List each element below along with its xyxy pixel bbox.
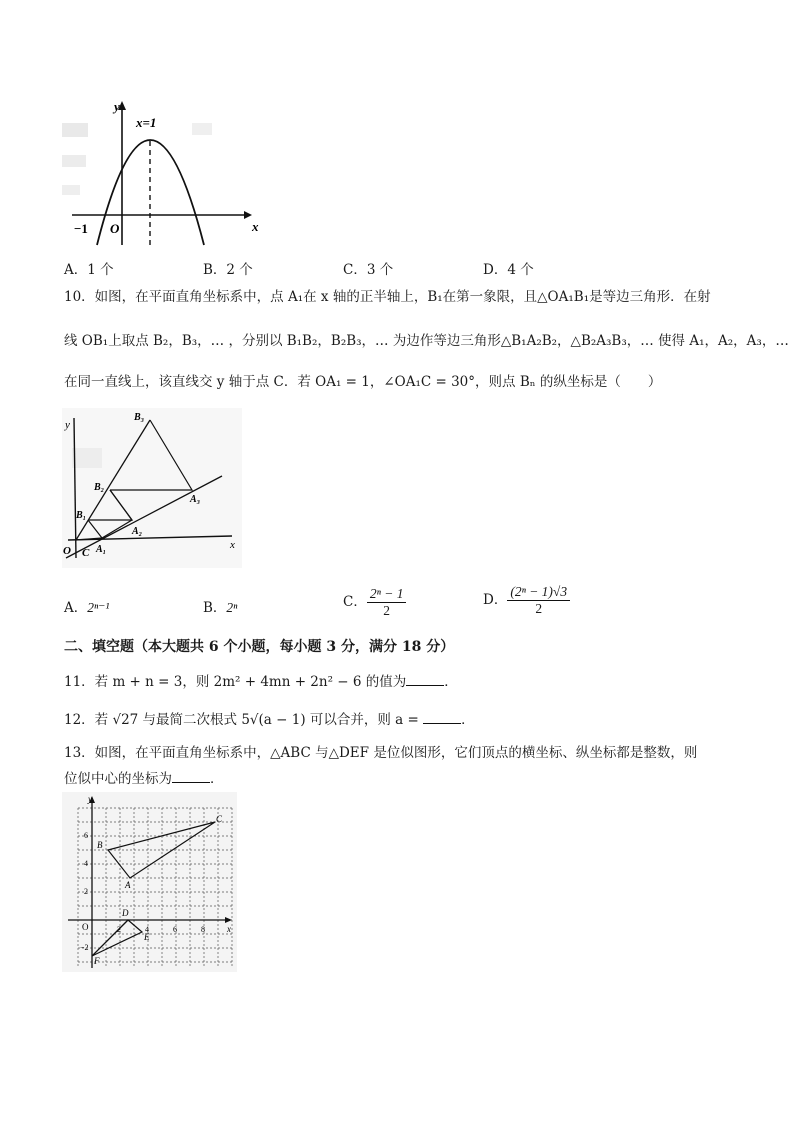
similar-triangles-grid-figure xyxy=(62,792,237,972)
x-tick-6: 6 xyxy=(173,925,177,934)
q9-option-a: A．1 个 xyxy=(64,262,114,278)
q12-answer-blank[interactable] xyxy=(423,709,461,724)
y-tick-neg2: −2 xyxy=(80,943,89,952)
option-d-label: D． xyxy=(483,592,508,608)
x-tick-8: 8 xyxy=(201,925,205,934)
origin-label: O xyxy=(82,922,89,932)
q13-period: ． xyxy=(210,771,224,787)
q10-line-2: 线 OB₁上取点 B₂，B₃，… ，分别以 B₁B₂，B₂B₃，… 为边作等边三角形△B₁A₂B₂，△B₂A₃B₃，… 使得 A₁，A₂，A₃，… xyxy=(64,333,789,349)
point-b-label: B xyxy=(97,840,103,850)
option-a-expression: 2ⁿ⁻¹ xyxy=(87,600,110,615)
point-e-label: E xyxy=(144,932,150,942)
q9-option-c: C．3 个 xyxy=(343,262,394,278)
q11-period: ． xyxy=(444,674,458,690)
q13-line-1: 13．如图，在平面直角坐标系中，△ABC 与△DEF 是位似图形，它们顶点的横坐标、纵坐标都是整数，则 xyxy=(64,745,698,761)
q10-option-b xyxy=(203,596,237,616)
point-a2-label: A₂ xyxy=(132,526,143,537)
q10-option-a xyxy=(64,596,109,616)
point-d-label: D xyxy=(122,908,129,918)
option-c-numerator: 2ⁿ − 1 xyxy=(367,586,407,603)
x-axis-label: x xyxy=(230,539,235,551)
q12-text xyxy=(64,709,475,730)
q11-stem: 11．若 m + n = 3，则 2m² + 4mn + 2n² − 6 的值为 xyxy=(64,674,407,690)
x-tick-4: 4 xyxy=(145,925,149,934)
point-b3-label: B₃ xyxy=(134,412,145,423)
q13-line-2 xyxy=(64,768,224,789)
x-axis-label: x xyxy=(252,219,259,234)
symmetry-axis-label: x=1 xyxy=(136,115,157,130)
option-a-label: A． xyxy=(64,600,88,616)
point-c-label: C xyxy=(82,547,90,559)
q10-line-3: 在同一直线上，该直线交 y 轴于点 C．若 OA₁ = 1，∠OA₁C = 30°，则点 Bₙ 的纵坐标是（ ） xyxy=(64,374,662,390)
point-b2-label: B₂ xyxy=(94,482,105,493)
point-c-label: C xyxy=(216,814,223,824)
point-a3-label: A₃ xyxy=(190,494,201,505)
y-axis-label: y xyxy=(65,419,70,431)
q10-line-1: 10．如图，在平面直角坐标系中，点 A₁在 x 轴的正半轴上，B₁在第一象限，且△OA₁B₁是等边三角形．在射 xyxy=(64,289,711,305)
point-f-label: F xyxy=(94,956,100,966)
q9-option-d: D．4 个 xyxy=(483,262,534,278)
option-b-label: B． xyxy=(203,600,227,616)
x-tick-2: 2 xyxy=(117,925,121,934)
y-tick-4: 4 xyxy=(84,859,88,868)
option-d-numerator: (2ⁿ − 1)√3 xyxy=(507,584,570,601)
q12-stem: 12．若 √27 与最简二次根式 5√(a − 1) 可以合并，则 a = xyxy=(64,712,419,728)
y-axis-label: y xyxy=(88,794,92,804)
y-tick-6: 6 xyxy=(84,831,88,840)
option-c-denominator: 2 xyxy=(383,603,391,618)
origin-label: O xyxy=(110,221,120,236)
q9-option-b: B．2 个 xyxy=(203,262,253,278)
point-a1-label: A₁ xyxy=(96,544,107,555)
option-c-label: C． xyxy=(343,594,367,610)
equilateral-triangles-figure xyxy=(62,408,242,568)
section-heading-fill-in: 二、填空题（本大题共 6 个小题，每小题 3 分，满分 18 分） xyxy=(64,639,455,655)
origin-label: O xyxy=(63,545,71,557)
y-axis-label: y xyxy=(114,99,120,114)
q11-text xyxy=(64,671,458,692)
q13-answer-blank[interactable] xyxy=(172,768,210,783)
neg-one-tick: −1 xyxy=(74,221,88,236)
y-tick-2: 2 xyxy=(84,887,88,896)
point-b1-label: B₁ xyxy=(76,510,87,521)
option-b-expression: 2ⁿ xyxy=(226,600,238,615)
q13-stem: 位似中心的坐标为 xyxy=(64,771,172,787)
x-axis-label: x xyxy=(227,924,231,934)
point-a-label: A xyxy=(125,880,131,890)
q10-option-c xyxy=(343,586,406,619)
q11-answer-blank[interactable] xyxy=(406,671,444,686)
q10-option-d xyxy=(483,584,570,617)
q12-period: ． xyxy=(461,712,475,728)
parabola-figure xyxy=(62,95,272,250)
option-d-denominator: 2 xyxy=(535,601,543,616)
